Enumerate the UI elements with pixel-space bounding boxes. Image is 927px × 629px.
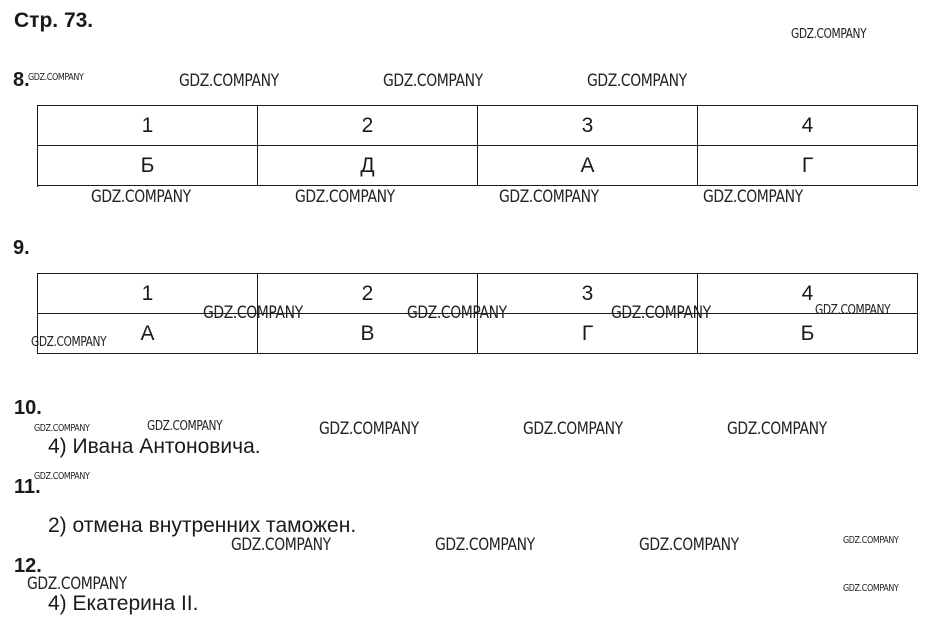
- table-cell: Б: [698, 314, 918, 354]
- watermark: GDZ.COMPANY: [34, 423, 90, 434]
- table-cell: 4: [698, 106, 918, 146]
- watermark: GDZ.COMPANY: [34, 471, 90, 482]
- watermark: GDZ.COMPANY: [611, 303, 711, 323]
- watermark: GDZ.COMPANY: [383, 71, 483, 91]
- watermark: GDZ.COMPANY: [815, 303, 891, 318]
- watermark: GDZ.COMPANY: [407, 303, 507, 323]
- table-cell: Б: [38, 146, 258, 186]
- watermark: GDZ.COMPANY: [639, 535, 739, 555]
- watermark: GDZ.COMPANY: [28, 72, 84, 83]
- question-8-table: [37, 105, 918, 186]
- watermark: GDZ.COMPANY: [179, 71, 279, 91]
- question-9-number: 9.: [13, 237, 30, 259]
- table-cell: 1: [38, 274, 258, 314]
- watermark: GDZ.COMPANY: [295, 187, 395, 207]
- watermark: GDZ.COMPANY: [727, 419, 827, 439]
- watermark: GDZ.COMPANY: [499, 187, 599, 207]
- table-cell: А: [38, 314, 258, 354]
- watermark: GDZ.COMPANY: [27, 574, 127, 594]
- question-11-number: 11.: [14, 476, 41, 498]
- table-header-row: [38, 106, 918, 146]
- question-12-number: 12.: [14, 555, 42, 577]
- table-answer-row: [38, 146, 918, 186]
- watermark: GDZ.COMPANY: [843, 535, 899, 546]
- watermark: GDZ.COMPANY: [523, 419, 623, 439]
- watermark: GDZ.COMPANY: [435, 535, 535, 555]
- table-cell: 3: [478, 274, 698, 314]
- watermark: GDZ.COMPANY: [587, 71, 687, 91]
- watermark: GDZ.COMPANY: [791, 27, 867, 42]
- watermark: GDZ.COMPANY: [231, 535, 331, 555]
- question-8-number: 8.: [13, 69, 30, 91]
- watermark: GDZ.COMPANY: [703, 187, 803, 207]
- table-cell: Д: [258, 146, 478, 186]
- watermark: GDZ.COMPANY: [203, 303, 303, 323]
- table-cell: А: [478, 146, 698, 186]
- table-tick-mark: [37, 178, 42, 187]
- table-cell: Г: [478, 314, 698, 354]
- table-cell: 1: [38, 106, 258, 146]
- question-10-number: 10.: [14, 397, 42, 419]
- watermark: GDZ.COMPANY: [843, 583, 899, 594]
- question-12-answer: 4) Екатерина II.: [48, 592, 199, 615]
- table-cell: 4: [698, 274, 918, 314]
- table-cell: Г: [698, 146, 918, 186]
- watermark: GDZ.COMPANY: [147, 419, 223, 434]
- question-10-answer: 4) Ивана Антоновича.: [48, 435, 261, 458]
- table-cell: В: [258, 314, 478, 354]
- watermark: GDZ.COMPANY: [319, 419, 419, 439]
- table-cell: 3: [478, 106, 698, 146]
- question-11-answer: 2) отмена внутренних таможен.: [48, 514, 357, 537]
- page-header: Стр. 73.: [14, 9, 94, 32]
- table-cell: 2: [258, 106, 478, 146]
- watermark: GDZ.COMPANY: [31, 335, 107, 350]
- table-cell: 2: [258, 274, 478, 314]
- watermark: GDZ.COMPANY: [91, 187, 191, 207]
